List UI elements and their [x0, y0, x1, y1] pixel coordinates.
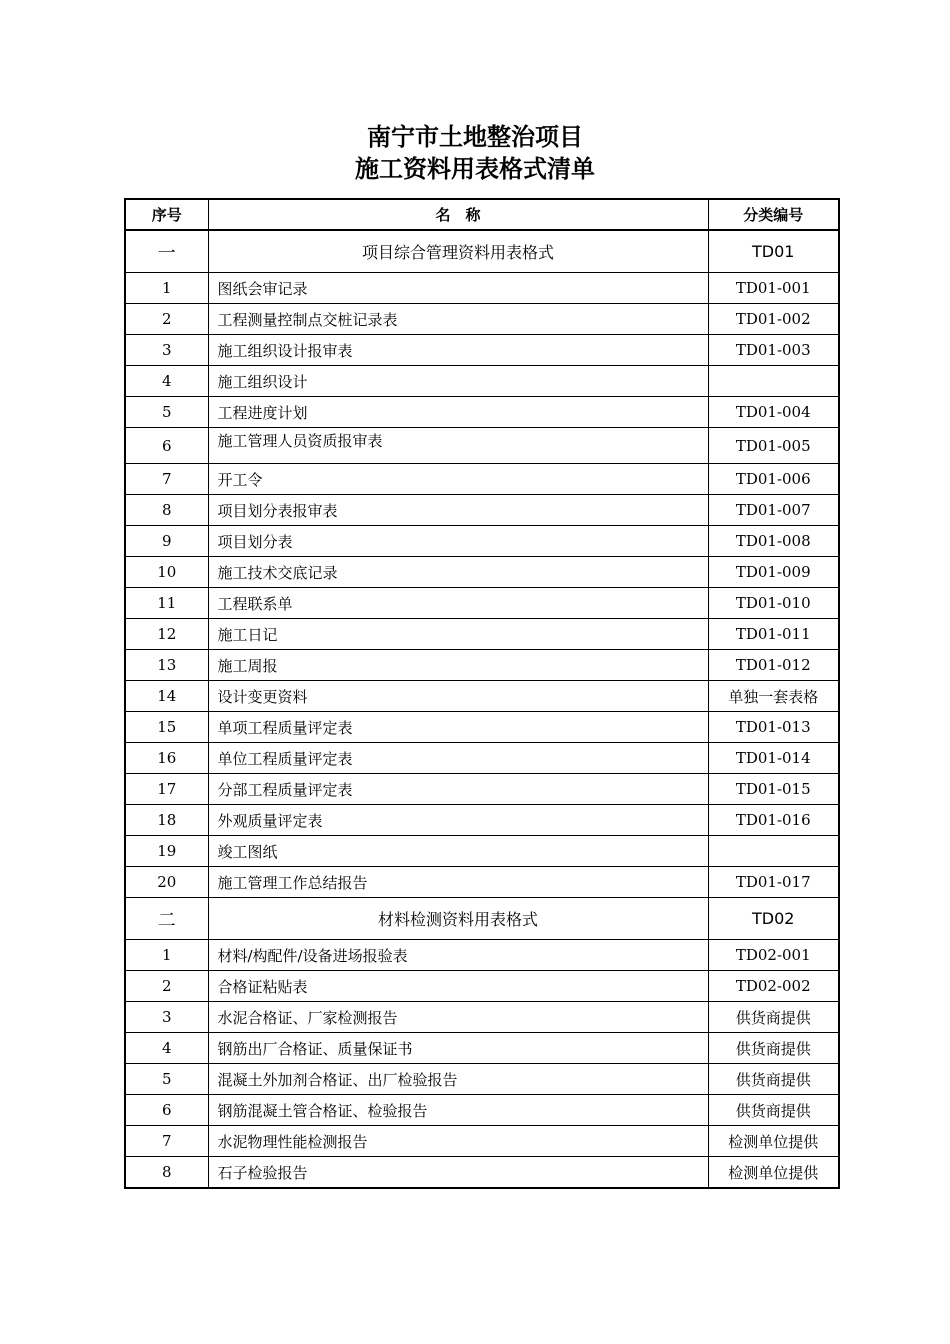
table-row	[125, 304, 839, 335]
cell-code: TD01-004	[708, 397, 839, 428]
cell-code: TD01-013	[708, 712, 839, 743]
cell-name: 钢筋出厂合格证、质量保证书	[208, 1033, 708, 1064]
cell-name: 工程联系单	[208, 588, 708, 619]
table-row	[125, 940, 839, 971]
table-row	[125, 495, 839, 526]
section-row	[125, 898, 839, 940]
cell-name: 施工管理工作总结报告	[208, 867, 708, 898]
cell-num: 18	[125, 805, 208, 836]
table-row	[125, 588, 839, 619]
cell-num: 8	[125, 495, 208, 526]
cell-name: 竣工图纸	[208, 836, 708, 867]
table-row	[125, 650, 839, 681]
header-num: 序号	[125, 199, 208, 230]
cell-code: TD01-015	[708, 774, 839, 805]
table-row	[125, 1095, 839, 1126]
table-row	[125, 273, 839, 304]
header-name: 名 称	[208, 199, 708, 230]
cell-name: 施工组织设计报审表	[208, 335, 708, 366]
cell-name: 施工管理人员资质报审表	[208, 428, 708, 464]
cell-num: 6	[125, 1095, 208, 1126]
cell-code: 供货商提供	[708, 1033, 839, 1064]
cell-num: 2	[125, 971, 208, 1002]
cell-name: 水泥物理性能检测报告	[208, 1126, 708, 1157]
cell-name: 合格证粘贴表	[208, 971, 708, 1002]
cell-code: TD02	[708, 898, 839, 940]
cell-code: TD02-002	[708, 971, 839, 1002]
cell-code: 供货商提供	[708, 1064, 839, 1095]
table-row	[125, 1157, 839, 1189]
cell-name: 项目划分表报审表	[208, 495, 708, 526]
table-header-row	[125, 199, 839, 230]
cell-name: 单位工程质量评定表	[208, 743, 708, 774]
table-row	[125, 867, 839, 898]
cell-name: 项目综合管理资料用表格式	[208, 230, 708, 273]
cell-num: 5	[125, 1064, 208, 1095]
cell-num: 7	[125, 464, 208, 495]
table-row	[125, 397, 839, 428]
cell-name: 分部工程质量评定表	[208, 774, 708, 805]
cell-code: 检测单位提供	[708, 1126, 839, 1157]
table-row	[125, 836, 839, 867]
cell-code: TD01-017	[708, 867, 839, 898]
table-row	[125, 681, 839, 712]
cell-num: 4	[125, 1033, 208, 1064]
cell-num: 14	[125, 681, 208, 712]
cell-code: TD02-001	[708, 940, 839, 971]
table-row	[125, 1064, 839, 1095]
header-code: 分类编号	[708, 199, 839, 230]
cell-code: TD01-009	[708, 557, 839, 588]
cell-num: 15	[125, 712, 208, 743]
cell-code: TD01-014	[708, 743, 839, 774]
table-row	[125, 774, 839, 805]
cell-name: 图纸会审记录	[208, 273, 708, 304]
cell-name: 施工组织设计	[208, 366, 708, 397]
cell-name: 单项工程质量评定表	[208, 712, 708, 743]
table-row	[125, 366, 839, 397]
cell-code: 供货商提供	[708, 1002, 839, 1033]
cell-num: 17	[125, 774, 208, 805]
table-row	[125, 526, 839, 557]
cell-name: 施工日记	[208, 619, 708, 650]
cell-code: TD01-006	[708, 464, 839, 495]
cell-code: TD01-001	[708, 273, 839, 304]
table-row	[125, 428, 839, 464]
cell-name: 水泥合格证、厂家检测报告	[208, 1002, 708, 1033]
cell-name: 工程进度计划	[208, 397, 708, 428]
cell-num: 11	[125, 588, 208, 619]
cell-code: 检测单位提供	[708, 1157, 839, 1189]
cell-code: TD01-016	[708, 805, 839, 836]
table-row	[125, 971, 839, 1002]
cell-code: TD01-005	[708, 428, 839, 464]
document-title: 南宁市土地整治项目	[367, 122, 583, 151]
cell-num: 19	[125, 836, 208, 867]
cell-num: 3	[125, 335, 208, 366]
cell-name: 材料检测资料用表格式	[208, 898, 708, 940]
table-row	[125, 464, 839, 495]
cell-code: TD01	[708, 230, 839, 273]
cell-code: TD01-002	[708, 304, 839, 335]
table-row	[125, 1126, 839, 1157]
cell-name: 项目划分表	[208, 526, 708, 557]
form-list-table	[124, 198, 840, 1189]
section-row	[125, 230, 839, 273]
cell-num: 6	[125, 428, 208, 464]
cell-name: 工程测量控制点交桩记录表	[208, 304, 708, 335]
cell-num: 5	[125, 397, 208, 428]
table-row	[125, 743, 839, 774]
cell-num: 20	[125, 867, 208, 898]
cell-code	[708, 836, 839, 867]
table-row	[125, 1002, 839, 1033]
cell-code: TD01-007	[708, 495, 839, 526]
table-row	[125, 1033, 839, 1064]
cell-code: 单独一套表格	[708, 681, 839, 712]
cell-code: TD01-012	[708, 650, 839, 681]
cell-num: 10	[125, 557, 208, 588]
cell-code	[708, 366, 839, 397]
cell-name: 材料/构配件/设备进场报验表	[208, 940, 708, 971]
cell-code: TD01-008	[708, 526, 839, 557]
cell-name: 混凝土外加剂合格证、出厂检验报告	[208, 1064, 708, 1095]
cell-num: 二	[125, 898, 208, 940]
cell-num: 1	[125, 273, 208, 304]
cell-name: 施工技术交底记录	[208, 557, 708, 588]
cell-name: 石子检验报告	[208, 1157, 708, 1189]
cell-num: 12	[125, 619, 208, 650]
table-row	[125, 619, 839, 650]
cell-num: 2	[125, 304, 208, 335]
cell-code: TD01-011	[708, 619, 839, 650]
table-row	[125, 557, 839, 588]
cell-num: 1	[125, 940, 208, 971]
cell-name: 施工周报	[208, 650, 708, 681]
cell-num: 8	[125, 1157, 208, 1189]
table-row	[125, 712, 839, 743]
cell-name: 开工令	[208, 464, 708, 495]
cell-code: TD01-003	[708, 335, 839, 366]
cell-name: 外观质量评定表	[208, 805, 708, 836]
cell-code: 供货商提供	[708, 1095, 839, 1126]
cell-num: 13	[125, 650, 208, 681]
cell-num: 4	[125, 366, 208, 397]
cell-num: 9	[125, 526, 208, 557]
cell-num: 一	[125, 230, 208, 273]
cell-num: 7	[125, 1126, 208, 1157]
table-row	[125, 805, 839, 836]
table-row	[125, 335, 839, 366]
cell-num: 3	[125, 1002, 208, 1033]
cell-name: 钢筋混凝土管合格证、检验报告	[208, 1095, 708, 1126]
document-subtitle: 施工资料用表格式清单	[355, 154, 595, 183]
cell-num: 16	[125, 743, 208, 774]
cell-name: 设计变更资料	[208, 681, 708, 712]
cell-code: TD01-010	[708, 588, 839, 619]
